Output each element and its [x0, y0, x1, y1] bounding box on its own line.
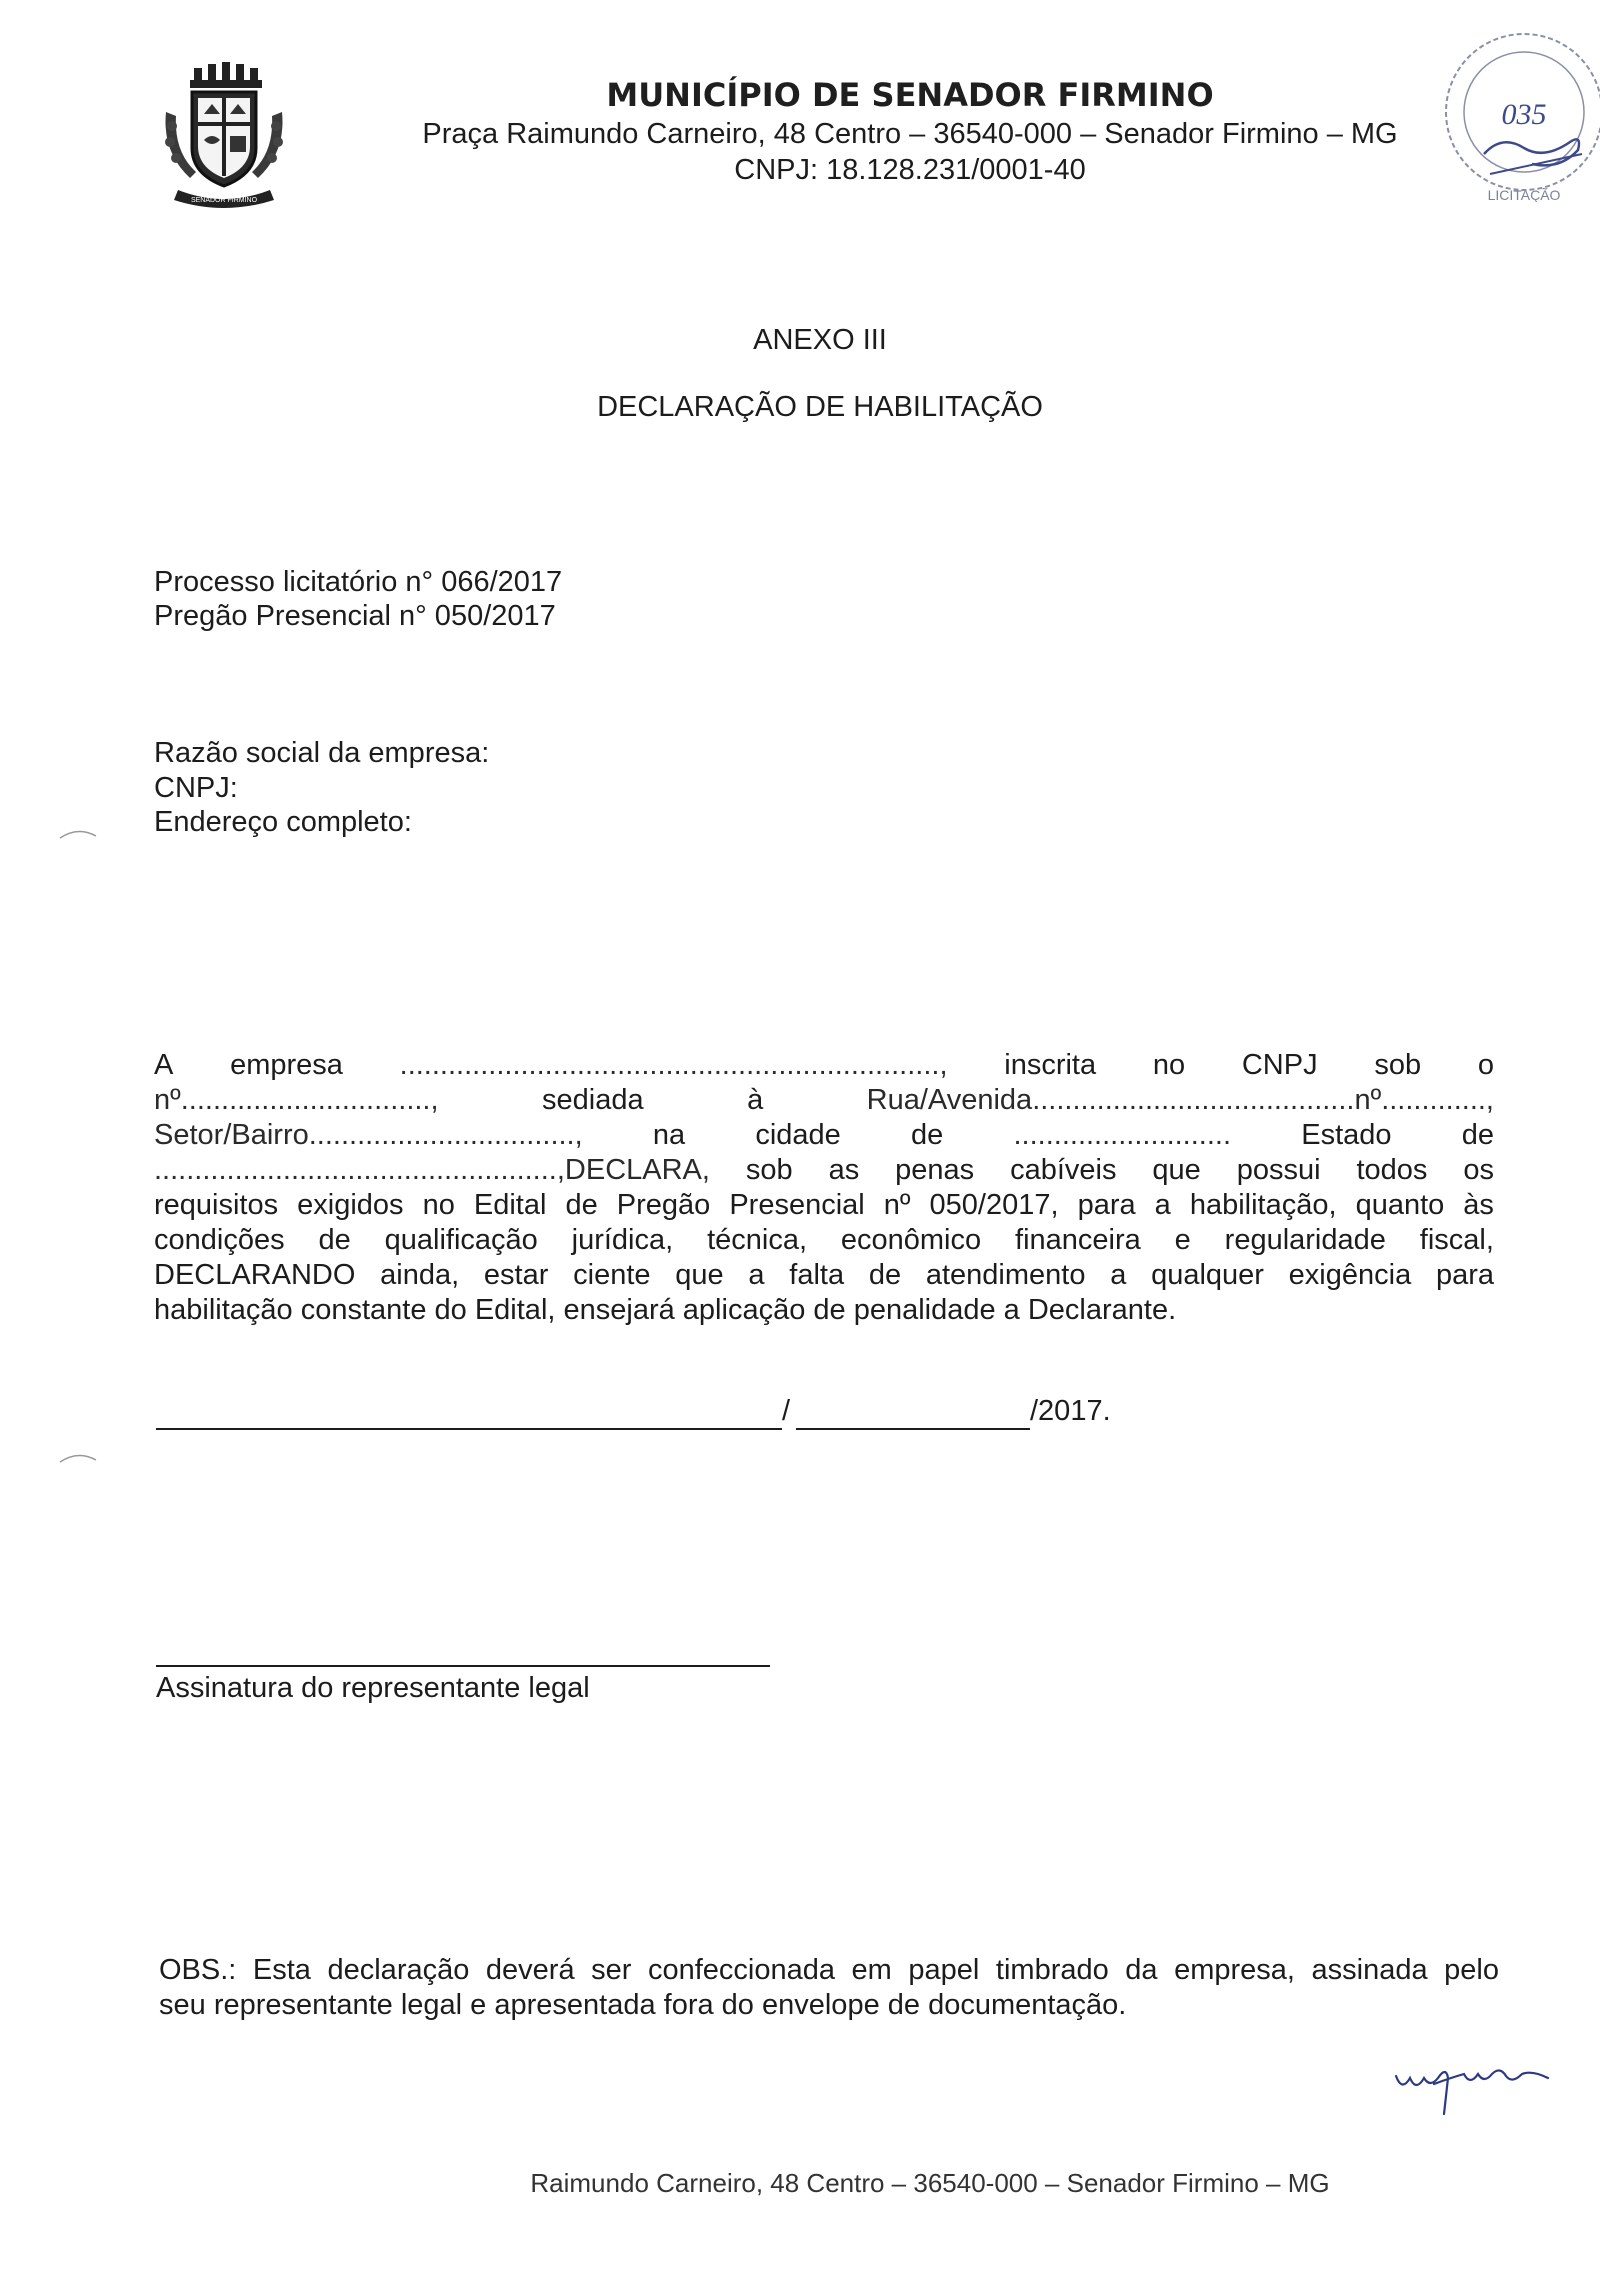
company-name-field: Razão social da empresa:: [154, 737, 490, 769]
process-number: Processo licitatório n° 066/2017: [154, 566, 563, 598]
municipality-address: Praça Raimundo Carneiro, 48 Centro – 36540-000 – Senador Firmino – MG: [422, 118, 1398, 150]
scan-mark-icon: [58, 1450, 98, 1464]
svg-text:SENADOR FIRMINO: SENADOR FIRMINO: [190, 197, 258, 204]
declaration-line-7: DECLARANDO ainda, estar ciente que a falta de atendimento a qualquer exigência para: [154, 1259, 1494, 1291]
stamp-label: LICITAÇÃO: [1487, 187, 1561, 202]
company-address-field: Endereço completo:: [154, 806, 412, 838]
date-month-blank: [796, 1398, 1030, 1430]
coat-of-arms-icon: [160, 62, 288, 212]
municipality-title: MUNICÍPIO DE SENADOR FIRMINO: [606, 76, 1214, 114]
declaration-line-4: ..................................................,DECLARA, sob as penas cabíveis que possui todos os: [154, 1154, 1494, 1186]
municipality-cnpj: CNPJ: 18.128.231/0001-40: [734, 154, 1086, 186]
signature-line: [156, 1665, 770, 1667]
declaration-line-2: nº..............................., sediada à Rua/Avenida........................................nº.............,: [154, 1084, 1494, 1116]
pregao-number: Pregão Presencial n° 050/2017: [154, 600, 556, 632]
company-cnpj-field: CNPJ:: [154, 772, 238, 804]
declaration-line-8: habilitação constante do Edital, ensejará aplicação de penalidade a Declarante.: [154, 1294, 1177, 1326]
date-separator: /: [782, 1395, 791, 1427]
date-day-month-blank: [156, 1398, 782, 1430]
observation-line-2: seu representante legal e apresentada fora do envelope de documentação.: [159, 1989, 1127, 2021]
signature-label: Assinatura do representante legal: [156, 1672, 590, 1704]
scan-mark-icon: [58, 826, 98, 840]
date-year: /2017.: [1030, 1395, 1111, 1427]
observation-line-1: OBS.: Esta declaração deverá ser confeccionada em papel timbrado da empresa, assinada pelo: [159, 1954, 1499, 1986]
page-footer-address: Raimundo Carneiro, 48 Centro – 36540-000 – Senador Firmino – MG: [530, 2168, 1330, 2198]
licitacao-stamp-icon: [1432, 24, 1600, 202]
handwritten-initials-icon: [1388, 2048, 1578, 2118]
declaration-line-1: A empresa ..................................................................., inscrita no CNPJ sob o: [154, 1049, 1494, 1081]
declaration-line-6: condições de qualificação jurídica, técnica, econômico financeira e regularidade fiscal,: [154, 1224, 1494, 1256]
declaration-title: DECLARAÇÃO DE HABILITAÇÃO: [597, 391, 1043, 423]
declaration-line-3: Setor/Bairro................................., na cidade de ........................... Estado de: [154, 1119, 1494, 1151]
stamp-number: 035: [1501, 98, 1547, 131]
annex-title: ANEXO III: [753, 324, 887, 356]
declaration-line-5: requisitos exigidos no Edital de Pregão Presencial nº 050/2017, para a habilitação, quanto às: [154, 1189, 1494, 1221]
